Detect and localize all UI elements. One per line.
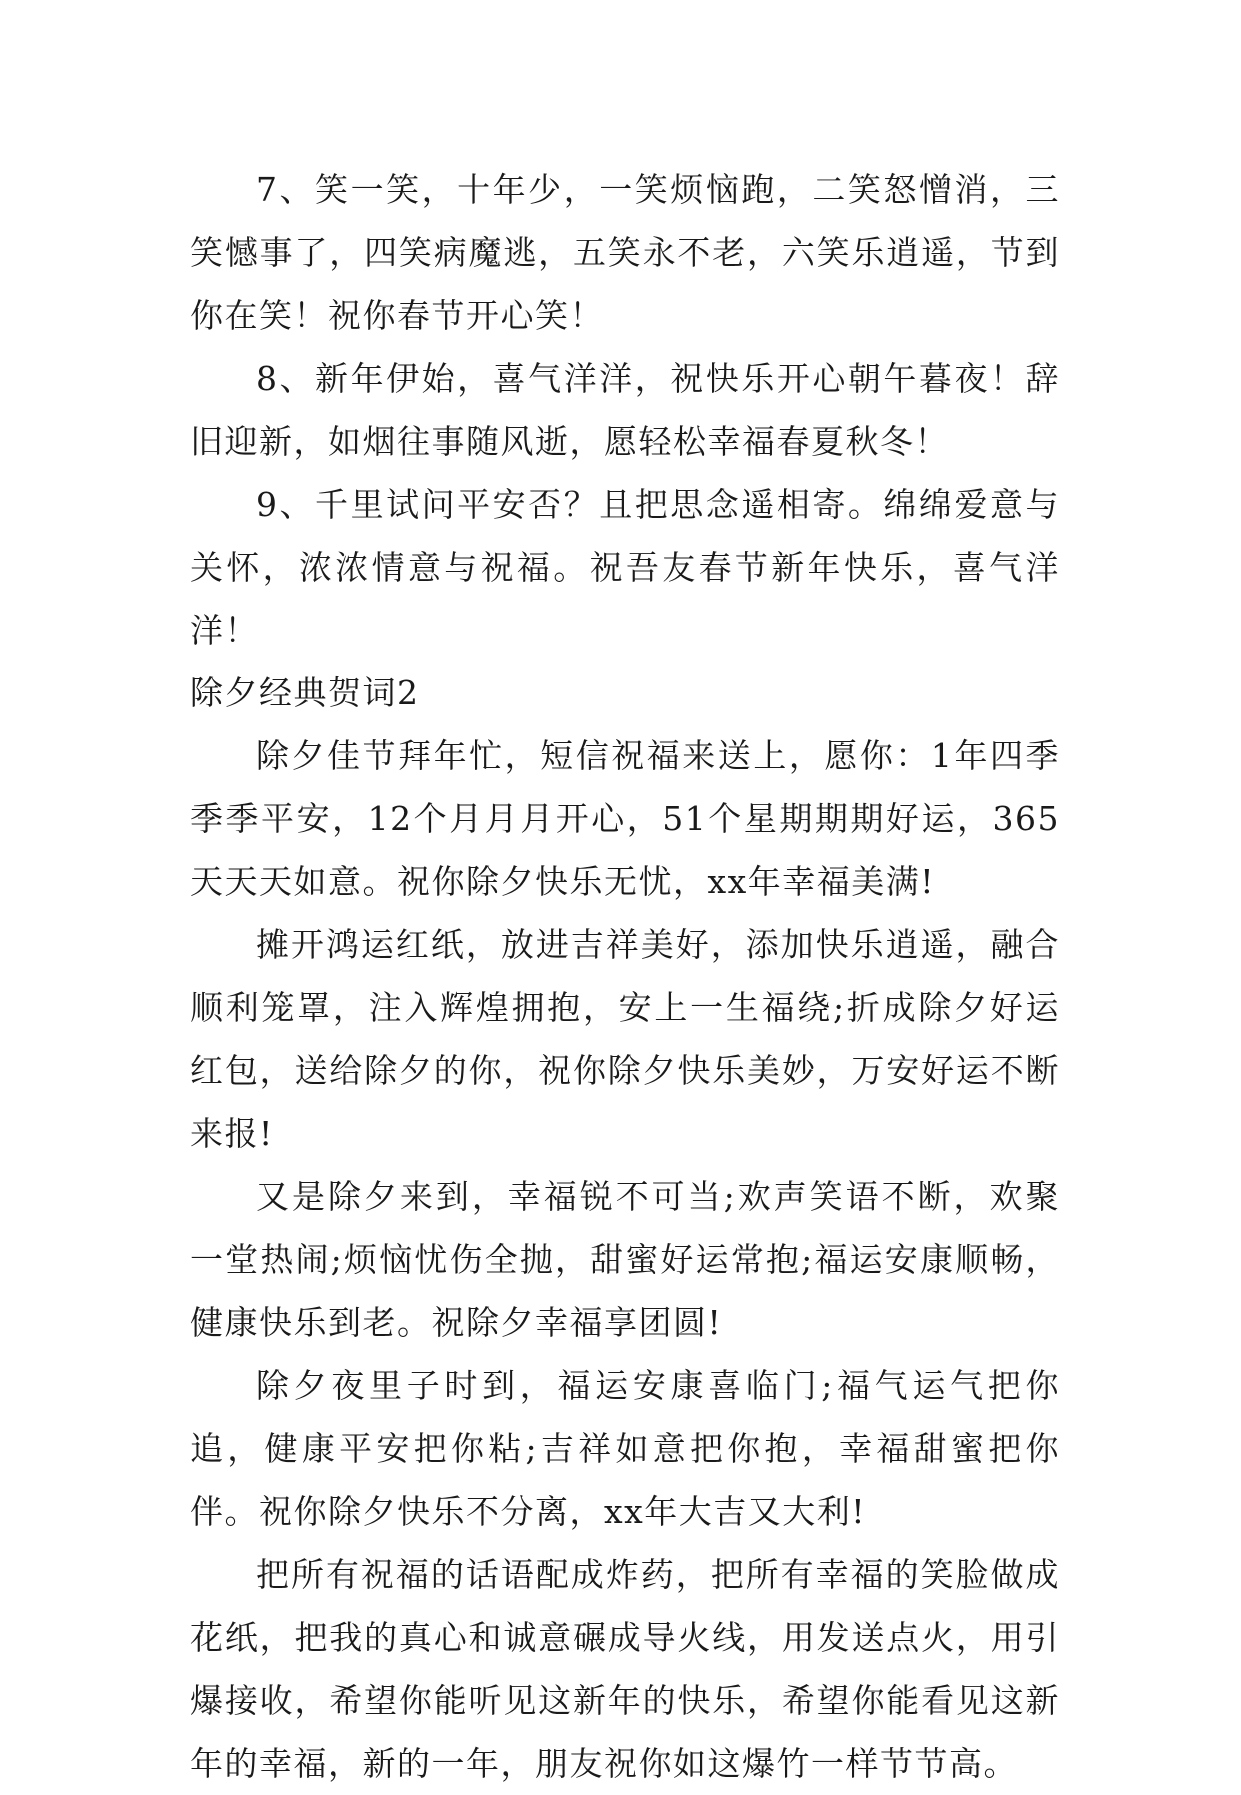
section-title: 除夕经典贺词2 bbox=[190, 673, 420, 712]
document-body bbox=[190, 158, 1060, 1795]
greeting-paragraph: 又是除夕来到，幸福锐不可当;欢声笑语不断，欢聚一堂热闹;烦恼忧伤全抛，甜蜜好运常抱;福运安康顺畅，健康快乐到老。祝除夕幸福享团圆! bbox=[190, 1177, 1060, 1342]
greeting-paragraph: 除夕夜里子时到，福运安康喜临门;福气运气把你追，健康平安把你粘;吉祥如意把你抱，幸福甜蜜把你伴。祝你除夕快乐不分离，xx年大吉又大利! bbox=[190, 1366, 1060, 1531]
paragraph-8: 8、新年伊始，喜气洋洋，祝快乐开心朝午暮夜！辞旧迎新，如烟往事随风逝，愿轻松幸福春夏秋冬！ bbox=[190, 359, 1060, 461]
greeting-paragraph: 除夕佳节拜年忙，短信祝福来送上，愿你：1年四季季季平安，12个月月月开心，51个星期期期好运，365天天天如意。祝你除夕快乐无忧，xx年幸福美满! bbox=[190, 736, 1060, 901]
greeting-paragraph: 摊开鸿运红纸，放进吉祥美好，添加快乐逍遥，融合顺利笼罩，注入辉煌拥抱，安上一生福绕;折成除夕好运红包，送给除夕的你，祝你除夕快乐美妙，万安好运不断来报! bbox=[190, 925, 1060, 1153]
greeting-paragraph: 把所有祝福的话语配成炸药，把所有幸福的笑脸做成花纸，把我的真心和诚意碾成导火线，用发送点火，用引爆接收，希望你能听见这新年的快乐，希望你能看见这新年的幸福，新的一年，朋友祝你如这爆竹一样节节高。 bbox=[190, 1555, 1060, 1783]
paragraph-7: 7、笑一笑，十年少，一笑烦恼跑，二笑怒憎消，三笑憾事了，四笑病魔逃，五笑永不老，六笑乐逍遥，节到你在笑！祝你春节开心笑！ bbox=[190, 170, 1060, 335]
paragraph-9: 9、千里试问平安否？且把思念遥相寄。绵绵爱意与关怀，浓浓情意与祝福。祝吾友春节新年快乐，喜气洋洋！ bbox=[190, 485, 1060, 650]
